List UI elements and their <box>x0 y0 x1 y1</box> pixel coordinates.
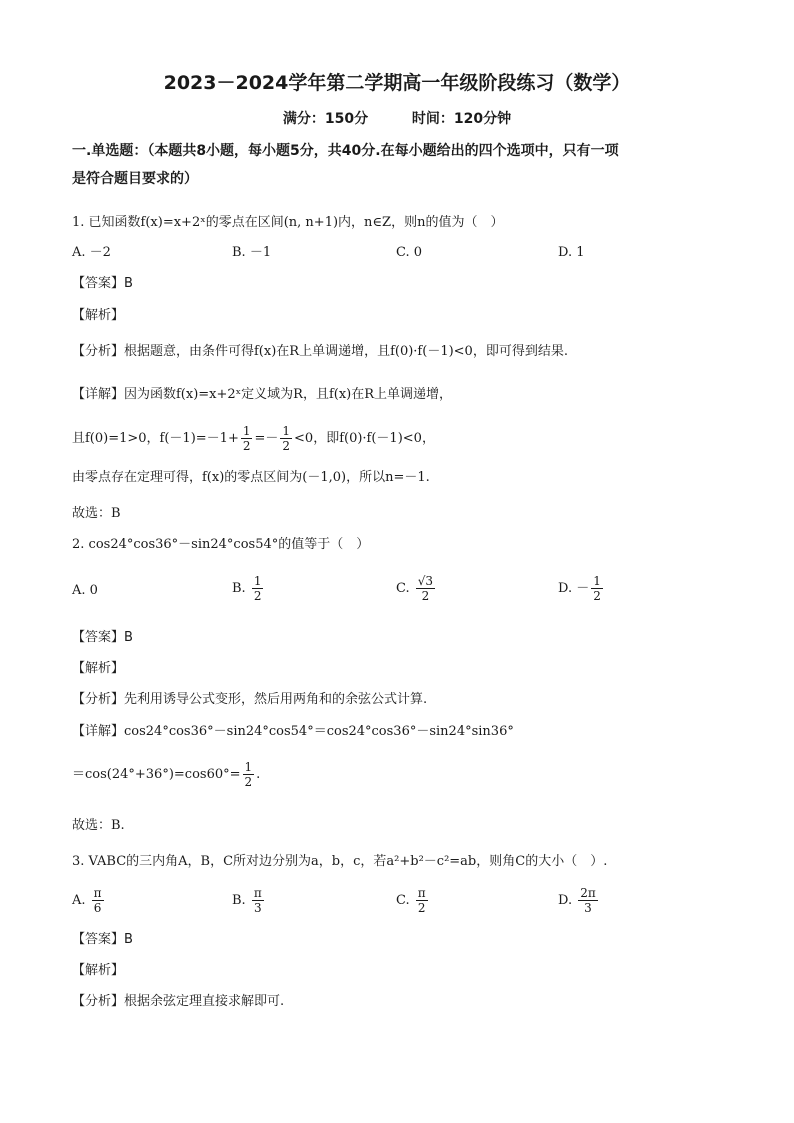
q2-option-c-label: C. <box>396 581 410 596</box>
q3-option-d-label: D. <box>558 893 573 908</box>
q1-detail-line3: 由零点存在定理可得，f(x)的零点区间为(－1,0)，所以n=－1. <box>72 470 430 485</box>
q1-option-a: A. －2 <box>72 245 111 260</box>
section-heading-line2: 是符合题目要求的） <box>72 171 198 187</box>
q3-option-c <box>396 886 430 915</box>
q3-option-a <box>72 886 106 915</box>
q2-analysis-tag: 【解析】 <box>72 661 125 676</box>
q3-option-b-den: 3 <box>253 901 262 915</box>
section-heading-line1: 一.单选题：（本题共8小题，每小题5分，共40分.在每小题给出的四个选项中，只有一项 <box>72 143 619 159</box>
q2-detail-line1: 【详解】cos24°cos36°－sin24°cos54°＝cos24°cos36°－sin24°sin36° <box>72 724 514 739</box>
q3-answer: 【答案】B <box>72 932 133 947</box>
q3-option-b <box>232 886 266 915</box>
q2-option-c <box>396 574 437 603</box>
q2-answer: 【答案】B <box>72 630 133 645</box>
q2-option-b-label: B. <box>232 581 246 596</box>
q1-stem: 1. 已知函数f(x)=x+2ˣ的零点在区间(n, n+1)内，n∈Z，则n的值为（ ） <box>72 215 504 230</box>
q3-option-b-label: B. <box>232 893 246 908</box>
q1-frac1-num: 1 <box>242 424 251 438</box>
q1-analysis-tag: 【解析】 <box>72 308 125 323</box>
q2-option-b <box>232 574 265 603</box>
q2-detail-part-b: . <box>256 767 261 782</box>
q1-option-c: C. 0 <box>396 245 423 260</box>
q1-fraction-1 <box>241 424 253 453</box>
q3-option-d-fraction <box>578 886 598 915</box>
q1-detail-line2 <box>72 424 435 453</box>
q2-detail-fraction <box>243 760 255 789</box>
q3-option-c-fraction <box>416 886 428 915</box>
q3-option-a-den: 6 <box>93 901 102 915</box>
q2-option-c-den: 2 <box>421 589 430 603</box>
q2-option-d-num: 1 <box>593 574 601 588</box>
q3-option-a-num: π <box>93 886 102 900</box>
q2-option-d-den: 2 <box>593 589 601 603</box>
q1-answer: 【答案】B <box>72 276 133 291</box>
q1-conclusion: 故选：B <box>72 506 121 521</box>
q1-frac2-num: 1 <box>282 424 291 438</box>
q2-option-b-num: 1 <box>253 574 262 588</box>
score-info: 满分：150分 <box>282 111 369 127</box>
q3-option-c-label: C. <box>396 893 410 908</box>
q2-conclusion: 故选：B. <box>72 818 125 833</box>
q3-option-d-den: 3 <box>584 901 592 915</box>
q1-detail-part-a: 且f(0)=1>0，f(－1)=－1+ <box>72 431 239 446</box>
q3-option-d-num: 2π <box>580 886 596 900</box>
q3-option-a-label: A. <box>72 893 86 908</box>
q2-stem: 2. cos24°cos36°－sin24°cos54°的值等于（ ） <box>72 537 370 552</box>
q2-detail-num: 1 <box>244 760 253 774</box>
q1-option-b: B. －1 <box>232 245 272 260</box>
q1-analysis-summary: 【分析】根据题意，由条件可得f(x)在R上单调递增，且f(0)·f(－1)<0，即可得到结果. <box>72 344 568 359</box>
q2-option-a: A. 0 <box>72 583 98 598</box>
q2-option-d-label: D. － <box>558 581 590 596</box>
q3-option-c-num: π <box>417 886 426 900</box>
q1-frac2-den: 2 <box>282 439 291 453</box>
q1-detail-line1: 【详解】因为函数f(x)=x+2ˣ定义域为R，且f(x)在R上单调递增， <box>72 387 453 402</box>
q3-option-b-num: π <box>253 886 262 900</box>
exam-info <box>0 108 794 128</box>
q1-detail-part-c: <0，即f(0)·f(－1)<0， <box>294 431 435 446</box>
q3-option-b-fraction <box>252 886 264 915</box>
q3-option-d <box>558 886 600 915</box>
q3-option-a-fraction <box>92 886 104 915</box>
q2-option-d <box>558 574 605 603</box>
q2-option-c-num: √3 <box>417 574 434 588</box>
q3-option-c-den: 2 <box>417 901 426 915</box>
q2-option-d-fraction <box>591 574 603 603</box>
q2-analysis-summary: 【分析】先利用诱导公式变形，然后用两角和的余弦公式计算. <box>72 692 428 707</box>
q3-analysis-tag: 【解析】 <box>72 963 125 978</box>
q1-frac1-den: 2 <box>242 439 251 453</box>
q2-option-b-den: 2 <box>253 589 262 603</box>
q1-option-d: D. 1 <box>558 245 585 260</box>
q2-detail-line2 <box>72 760 260 789</box>
q2-option-b-fraction <box>252 574 264 603</box>
q2-detail-part-a: ＝cos(24°+36°)=cos60°= <box>72 767 241 782</box>
page-title: 2023－2024学年第二学期高一年级阶段练习（数学） <box>163 72 631 94</box>
q3-analysis-summary: 【分析】根据余弦定理直接求解即可. <box>72 994 285 1009</box>
q2-option-c-fraction <box>416 574 435 603</box>
q1-detail-part-b: =－ <box>254 431 279 446</box>
q2-detail-den: 2 <box>244 775 253 789</box>
q1-fraction-2 <box>280 424 292 453</box>
q3-stem: 3. VABC的三内角A，B，C所对边分别为a，b，c，若a²+b²－c²=ab，则角C的大小（ ）. <box>72 854 608 869</box>
time-info: 时间：120分钟 <box>411 111 512 127</box>
